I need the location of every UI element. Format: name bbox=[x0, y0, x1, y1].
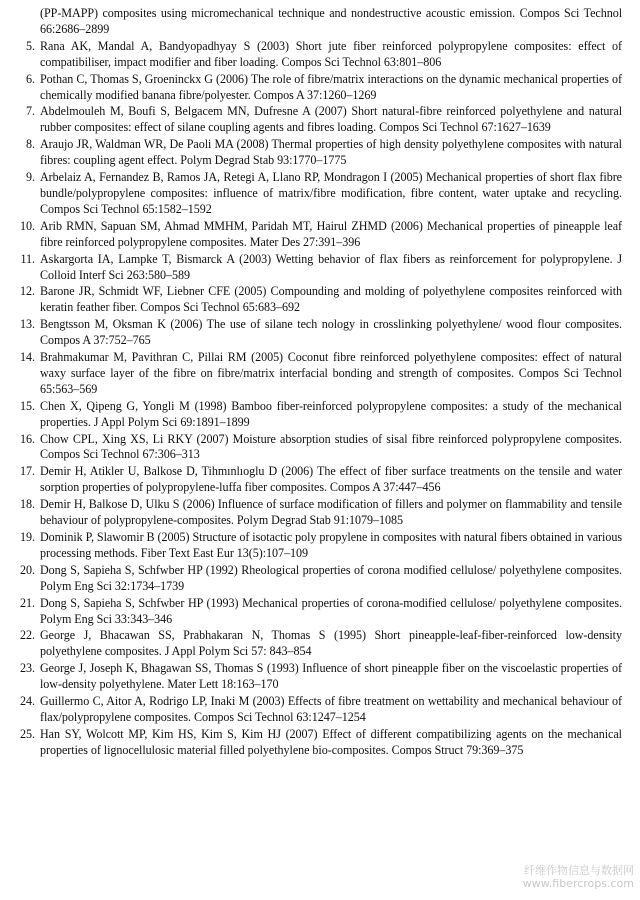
reference-text: Demir H, Atikler U, Balkose D, Tihmınlıoglu D (2006) The effect of fiber surface treatments on the tensile and water sorption properties of polypropylene-luffa fiber composites. Compos A 37:447–456 bbox=[40, 464, 622, 495]
reference-number: 12. bbox=[20, 284, 35, 299]
reference-text: Bengtsson M, Oksman K (2006) The use of silane tech nology in crosslinking polyethylene/ wood flour composites. Compos A 37:752–765 bbox=[40, 317, 622, 348]
reference-number: 22. bbox=[20, 628, 35, 643]
reference-item bbox=[26, 170, 622, 218]
reference-number: 18. bbox=[20, 497, 35, 512]
reference-number: 21. bbox=[20, 595, 35, 610]
reference-item bbox=[20, 628, 622, 660]
reference-text: Guillermo C, Aitor A, Rodrigo LP, Inaki M (2003) Effects of fibre treatment on wettability and mechanical behaviour of flax/polypropylene composites. Compos Sci Technol 63:1247–1254 bbox=[40, 694, 622, 724]
reference-number: 10. bbox=[20, 218, 35, 233]
watermark-title: 纤维作物信息与数据网 bbox=[524, 864, 634, 877]
reference-number: 5. bbox=[26, 38, 35, 53]
reference-number: 25. bbox=[20, 726, 35, 741]
reference-item bbox=[26, 104, 622, 136]
reference-number: 20. bbox=[20, 562, 35, 577]
reference-item bbox=[20, 431, 622, 464]
reference-item bbox=[20, 562, 622, 595]
reference-item bbox=[20, 726, 622, 759]
reference-item bbox=[20, 218, 622, 251]
reference-number: 11. bbox=[20, 251, 35, 266]
reference-text: Brahmakumar M, Pavithran C, Pillai RM (2005) Coconut fibre reinforced polyethylene composites: effect of natural waxy surface layer of the fibre on fibre/matrix interfacial bonding and strength of composites. Compos Sci Technol 65:563–569 bbox=[40, 350, 622, 396]
reference-text: George J, Bhacawan SS, Prabhakaran N, Thomas S (1995) Short pineapple-leaf-fiber-reinforced low-density polyethylene composites. J Appl Polym Sci 57: 843–854 bbox=[40, 628, 622, 659]
reference-number: 24. bbox=[20, 694, 35, 709]
reference-number: 6. bbox=[26, 71, 35, 86]
reference-text: George J, Joseph K, Bhagawan SS, Thomas S (1993) Influence of short pineapple fiber on the viscoelastic properties of low-density polyethylene. Mater Lett 18:163–170 bbox=[40, 661, 622, 692]
reference-text: Arib RMN, Sapuan SM, Ahmad MMHM, Paridah MT, Hairul ZHMD (2006) Mechanical properties of pineapple leaf fibre reinforced polypropylene composites. Mater Des 27:391–396 bbox=[40, 218, 622, 249]
reference-number: 19. bbox=[20, 530, 35, 544]
reference-text: Dominik P, Slawomir B (2005) Structure of isotactic poly propylene in composites with natural fibers obtained in various processing methods. Fiber Text East Eur 13(5):107–109 bbox=[40, 530, 622, 560]
reference-number: 14. bbox=[20, 350, 35, 365]
reference-text: Barone JR, Schmidt WF, Liebner CFE (2005) Compounding and molding of polyethylene composites reinforced with keratin feather fiber. Compos Sci Technol 65:683–692 bbox=[40, 284, 622, 315]
reference-text: Demir H, Balkose D, Ulku S (2006) Influence of surface modification of fillers and polymer on flammability and tensile behaviour of polypropylene-composites. Polym Degrad Stab 91:1079–1085 bbox=[40, 497, 622, 528]
reference-text: Araujo JR, Waldman WR, De Paoli MA (2008) Thermal properties of high density polyethylene composites with natural fibres: coupling agent effect. Polym Degrad Stab 93:1770–1775 bbox=[40, 137, 622, 168]
reference-text: Dong S, Sapieha S, Schfwber HP (1992) Rheological properties of corona modified cellulose/ polyethylene composites. Polym Eng Sci 32:1734–1739 bbox=[40, 562, 622, 593]
reference-item bbox=[20, 317, 622, 349]
watermark-url: www.fibercrops.com bbox=[522, 877, 634, 890]
reference-text: Han SY, Wolcott MP, Kim HS, Kim S, Kim HJ (2007) Effect of different compatibilizing agents on the mechanical properties of lignocellulosic material filled polyethylene bio-composites. Compos Struct 79:369–375 bbox=[40, 726, 622, 757]
watermark bbox=[523, 864, 634, 890]
reference-text: Rana AK, Mandal A, Bandyopadhyay S (2003) Short jute fiber reinforced polypropylene composites: effect of compatibiliser, impact modifier and fiber loading. Compos Sci Technol 63:801–806 bbox=[40, 38, 622, 69]
reference-item bbox=[20, 661, 622, 693]
reference-item bbox=[20, 694, 622, 726]
reference-item bbox=[20, 284, 622, 316]
reference-number: 23. bbox=[20, 661, 35, 676]
reference-text: Chow CPL, Xing XS, Li RKY (2007) Moisture absorption studies of sisal fibre reinforced polypropylene composites. Compos Sci Technol 67:306–313 bbox=[40, 431, 622, 462]
reference-item bbox=[20, 398, 622, 431]
reference-text: Arbelaiz A, Fernandez B, Ramos JA, Retegi A, Llano RP, Mondragon I (2005) Mechanical properties of short flax fibre bundle/polypropylene composites: influence of matrix/fibre modification, fibre content, water uptake and recycling. Compos Sci Technol 65:1582–1592 bbox=[40, 170, 622, 216]
reference-number: 7. bbox=[26, 104, 35, 119]
reference-item bbox=[20, 350, 622, 398]
reference-number: 17. bbox=[20, 464, 35, 479]
reference-item bbox=[40, 6, 622, 38]
reference-item bbox=[26, 71, 622, 104]
reference-number: 8. bbox=[26, 137, 35, 152]
reference-text: Chen X, Qipeng G, Yongli M (1998) Bamboo fiber-reinforced polypropylene composites: a study of the mechanical properties. J Appl Polym Sci 69:1891–1899 bbox=[40, 398, 622, 429]
reference-item bbox=[26, 137, 622, 169]
reference-text: Pothan C, Thomas S, Groeninckx G (2006) The role of fibre/matrix interactions on the dynamic mechanical properties of chemically modified banana fibre/polyester. Compos A 37:1260–1269 bbox=[40, 71, 622, 102]
reference-text: Askargorta IA, Lampke T, Bismarck A (2003) Wetting behavior of flax fibers as reinforcement for polypropylene. J Colloid Interf Sci 263:580–589 bbox=[40, 251, 622, 282]
reference-text: Abdelmouleh M, Boufi S, Belgacem MN, Dufresne A (2007) Short natural-fibre reinforced polyethylene and natural rubber composites: effect of silane coupling agents and fibres loading. Compos Sci Technol 67:1627–1639 bbox=[40, 104, 622, 135]
reference-item bbox=[20, 530, 622, 562]
reference-item bbox=[20, 497, 622, 529]
reference-list bbox=[20, 6, 622, 759]
reference-number: 15. bbox=[20, 398, 35, 413]
reference-item bbox=[20, 251, 622, 284]
reference-item bbox=[26, 38, 622, 71]
reference-number: 16. bbox=[20, 431, 35, 446]
reference-text: Dong S, Sapieha S, Schfwber HP (1993) Mechanical properties of corona-modified cellulose/ polyethylene composites. Polym Eng Sci 33:343–346 bbox=[40, 595, 622, 626]
reference-number: 9. bbox=[26, 170, 35, 185]
reference-number: 13. bbox=[20, 317, 35, 332]
reference-item bbox=[20, 464, 622, 496]
reference-text: (PP-MAPP) composites using micromechanical technique and nondestructive acoustic emission. Compos Sci Technol 66:2686–2899 bbox=[40, 6, 622, 36]
reference-item bbox=[20, 595, 622, 628]
